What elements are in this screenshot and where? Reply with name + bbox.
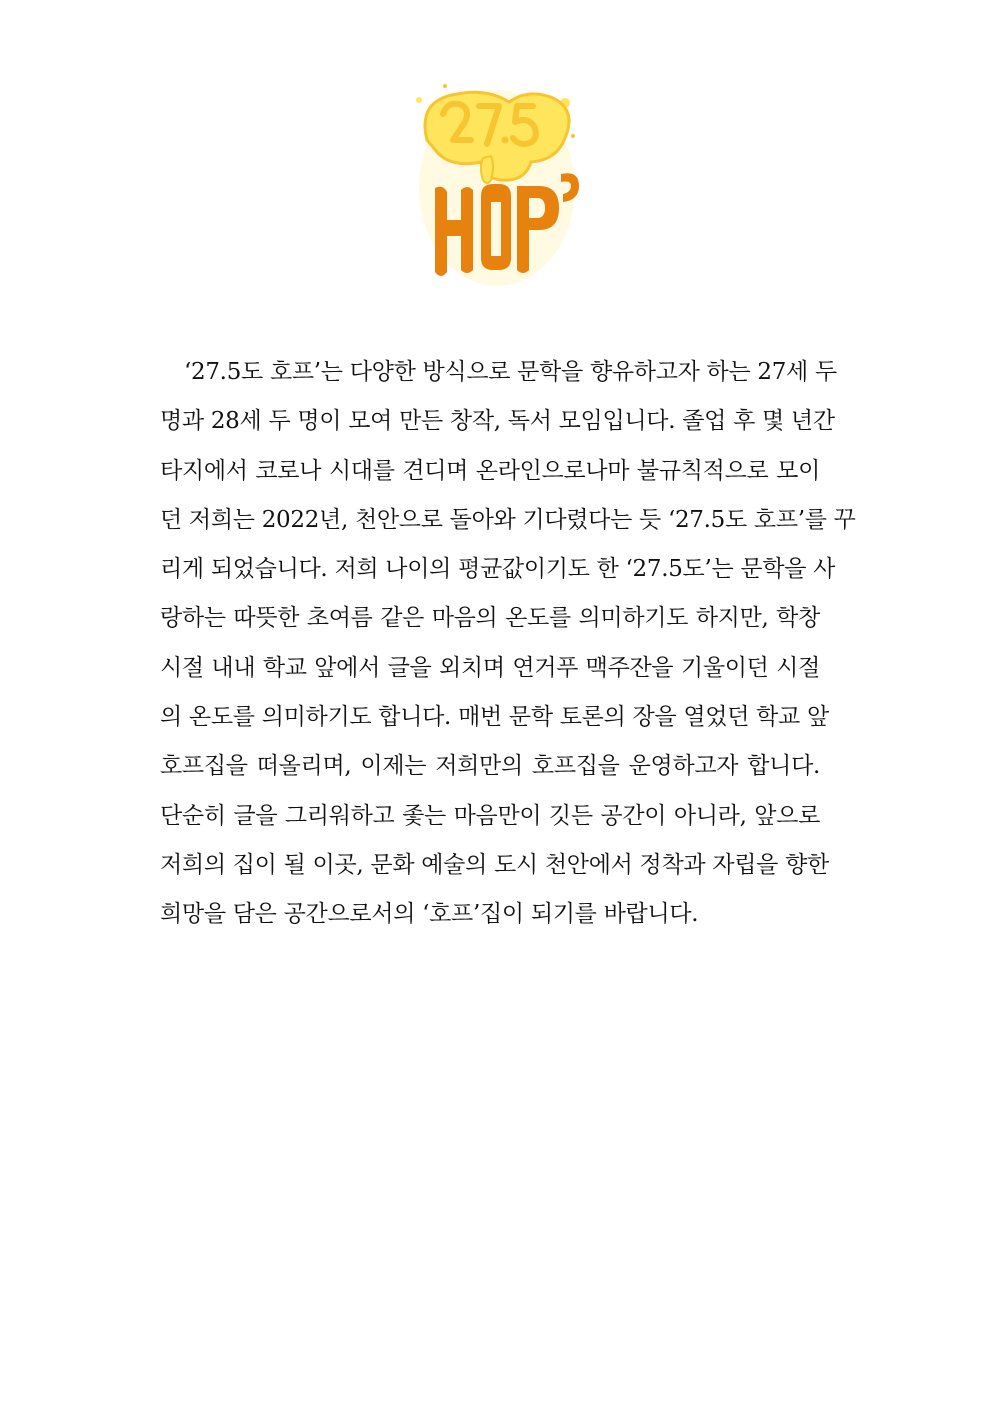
- paragraph-line: 던 저희는 2022년, 천안으로 돌아와 기다렸다는 듯 ‘27.5도 호프’를 꾸: [160, 506, 856, 533]
- paragraph-line: 랑하는 따뜻한 초여름 같은 마음의 온도를 의미하기도 하지만, 학창: [160, 605, 820, 632]
- paragraph-line: 리게 되었습니다. 저희 나이의 평균값이기도 한 ‘27.5도’는 문학을 사: [160, 556, 836, 583]
- paragraph-line: ‘27.5도 호프’는 다양한 방식으로 문학을 향유하고자 하는 27세 두: [184, 359, 837, 385]
- paragraph-line: 희망을 담은 공간으로서의 ‘호프’집이 되기를 바랍니다.: [160, 901, 699, 928]
- paragraph-line: 명과 28세 두 명이 모여 만든 창작, 독서 모임입니다. 졸업 후 몇 년간: [160, 408, 835, 435]
- intro-paragraph: [160, 348, 856, 940]
- beer-logo-graphic: [405, 78, 595, 288]
- sparkle-dot: [443, 84, 447, 88]
- paragraph-line: 저희의 집이 될 이곳, 문화 예술의 도시 천안에서 정착과 자립을 향한: [160, 851, 829, 878]
- paragraph-line: 의 온도를 의미하기도 합니다. 매번 문학 토론의 장을 열었던 학교 앞: [160, 704, 829, 731]
- paragraph-line: 호프집을 떠올리며, 이제는 저희만의 호프집을 운영하고자 합니다.: [160, 753, 820, 780]
- paragraph-line: 타지에서 코로나 시대를 견디며 온라인으로나마 불규칙적으로 모이: [160, 457, 820, 484]
- logo-275-hope: [405, 78, 595, 288]
- paragraph-line: 단순히 글을 그리워하고 좇는 마음만이 깃든 공간이 아니라, 앞으로: [160, 802, 820, 829]
- sparkle-dot: [571, 134, 575, 138]
- sparkle-dot: [416, 97, 422, 103]
- paragraph-line: 시절 내내 학교 앞에서 글을 외치며 연거푸 맥주잔을 기울이던 시절: [160, 654, 820, 681]
